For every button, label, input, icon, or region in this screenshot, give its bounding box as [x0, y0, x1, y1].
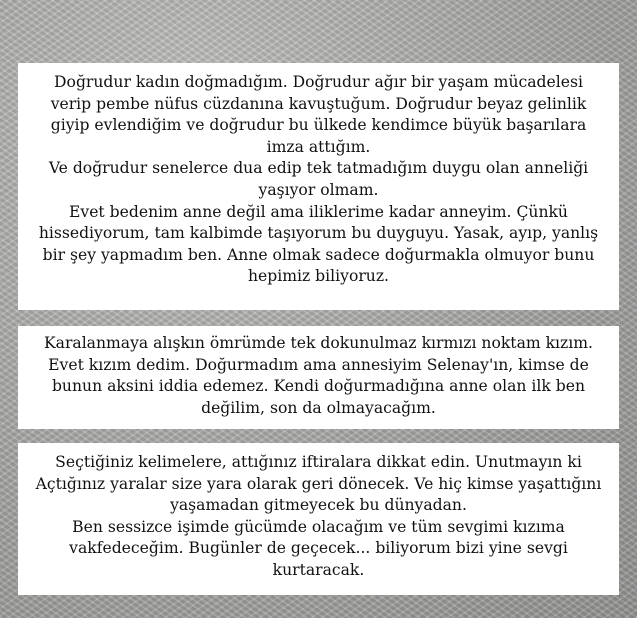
text-line: Evet bedenim anne değil ama iliklerime kadar anneyim. Çünkü: [69, 202, 568, 221]
text-line: Doğrudur kadın doğmadığım. Doğrudur ağır bir yaşam mücadelesi: [54, 73, 583, 91]
text-line: bir şey yapmadım ben. Anne olmak sadece doğurmakla olmuyor bunu: [42, 245, 595, 264]
text-line: imza attığım.: [266, 137, 371, 156]
text-line: kurtaracak.: [272, 560, 365, 579]
text-line: bunun aksini iddia edemez. Kendi doğurmadığına anne olan ilk ben: [51, 377, 586, 396]
text-line: Evet kızım dedim. Doğurmadım ama annesiyim Selenay'ın, kimse de: [48, 355, 589, 374]
text-block-1: [18, 63, 619, 310]
text-line: hepimiz biliyoruz.: [248, 267, 389, 286]
text-line: vakfedeceğim. Bugünler de geçecek... biliyorum bizi yine sevgi: [69, 539, 568, 558]
text-line: yaşamadan gitmeyecek bu dünyadan.: [170, 496, 467, 515]
text-line: Açtığınız yaralar size yara olarak geri dönecek. Ve hiç kimse yaşattığını: [35, 474, 602, 493]
text-line: Ve doğrudur senelerce dua edip tek tatmadığım duygu olan anneliği: [48, 159, 589, 178]
text-line: değilim, son da olmayacağım.: [201, 398, 436, 417]
text-line: yaşıyor olmam.: [258, 180, 379, 199]
text-line: Seçtiğiniz kelimelere, attığınız iftiralara dikkat edin. Unutmayın ki: [55, 453, 582, 471]
text-line: Karalanmaya alışkın ömrümde tek dokunulmaz kırmızı noktam kızım.: [44, 334, 593, 352]
text-block-2: [18, 326, 619, 429]
text-line: verip pembe nüfus cüzdanına kavuştuğum. Doğrudur beyaz gelinlik: [50, 94, 587, 113]
text-block-3: [18, 443, 619, 595]
text-line: hissediyorum, tam kalbimde taşıyorum bu duyguyu. Yasak, ayıp, yanlış: [38, 224, 599, 243]
text-line: giyip evlendiğim ve doğrudur bu ülkede kendimce büyük başarılara: [50, 116, 587, 135]
text-line: Ben sessizce işimde gücümde olacağım ve tüm sevgimi kızıma: [72, 517, 565, 536]
